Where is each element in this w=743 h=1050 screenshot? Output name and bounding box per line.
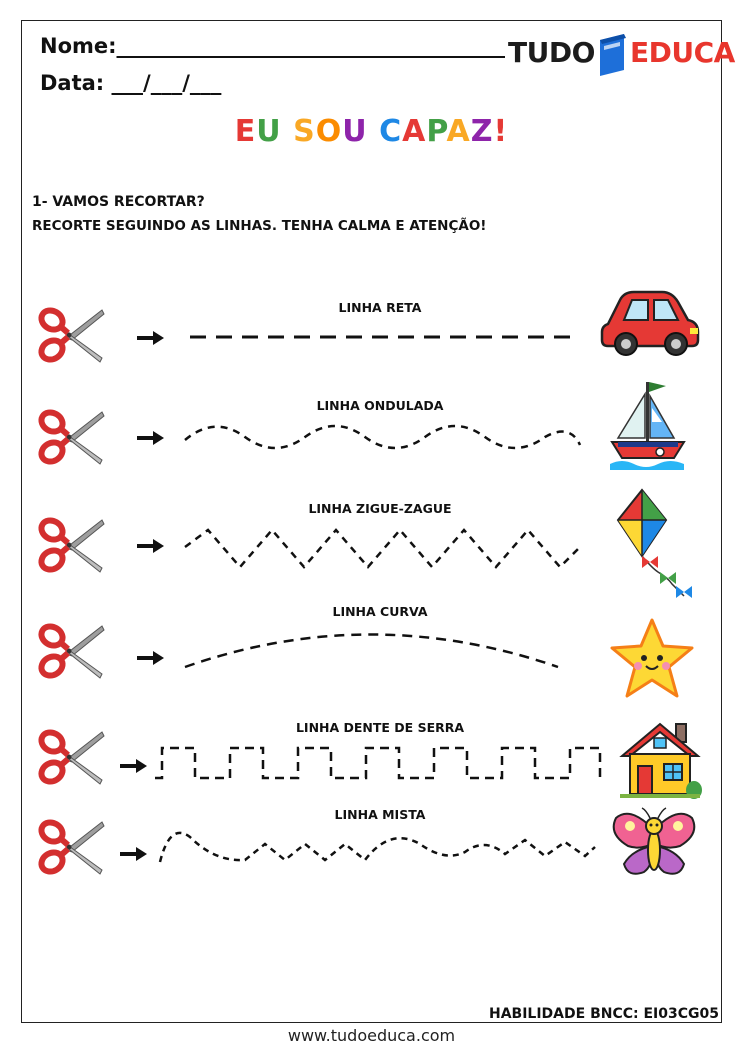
cut-line-straight [180,325,580,350]
scissors-icon [36,620,106,682]
scissors-icon [36,726,106,788]
title-letter: U [342,114,368,149]
arrow-right-icon [120,758,148,774]
butterfly-icon [610,806,698,882]
title-letter: A [446,114,471,149]
cut-line-zigzag [180,525,590,575]
title-letter: Z [470,114,494,149]
scissors-icon [36,406,106,468]
scissors-icon [36,304,106,366]
arrow-right-icon [137,330,165,346]
cut-line-curve [180,622,570,677]
title-letter: E [234,114,257,149]
question-instruction: RECORTE SEGUINDO AS LINHAS. TENHA CALMA E ATENÇÃO! [32,218,487,234]
bncc-skill-code: HABILIDADE BNCC: EI03CG05 [489,1006,719,1022]
arrow-right-icon [137,430,165,446]
star-icon [608,616,696,700]
row-label-ondulada: LINHA ONDULADA [316,398,444,413]
kite-icon [612,486,700,604]
question-heading: 1- VAMOS RECORTAR? [32,194,205,210]
scissors-icon [36,816,106,878]
scissors-icon [36,514,106,576]
website-url: www.tudoeduca.com [287,1026,456,1045]
cut-line-mixed [155,822,600,872]
logo-text-tudo: TUDO [508,36,595,69]
name-field-label: Nome:_____________________________________ [40,34,506,58]
title-letter: U [256,114,282,149]
cut-line-wavy [180,415,590,460]
arrow-right-icon [137,650,165,666]
page-title [0,114,743,149]
row-label-reta: LINHA RETA [338,300,422,315]
date-field-label: Data: ___/___/___ [40,71,222,95]
title-letter [282,114,293,149]
row-label-dente-de-serra: LINHA DENTE DE SERRA [295,720,465,735]
title-letter: O [315,114,343,149]
arrow-right-icon [137,538,165,554]
arrow-right-icon [120,846,148,862]
house-icon [618,718,702,800]
title-letter: S [293,114,316,149]
row-label-mista: LINHA MISTA [334,807,426,822]
title-letter: ! [493,114,509,149]
tudoeduca-logo [508,30,735,80]
title-letter: A [402,114,427,149]
title-letter: C [379,114,403,149]
title-letter [368,114,379,149]
sailboat-icon [608,378,688,473]
title-letter: P [426,114,447,149]
logo-text-educa: EDUCA [630,36,735,69]
row-label-zigue-zague: LINHA ZIGUE-ZAGUE [308,501,452,516]
car-icon [598,286,702,358]
row-label-curva: LINHA CURVA [332,604,428,619]
book-icon [594,30,632,78]
cut-line-sawtooth [150,738,605,788]
